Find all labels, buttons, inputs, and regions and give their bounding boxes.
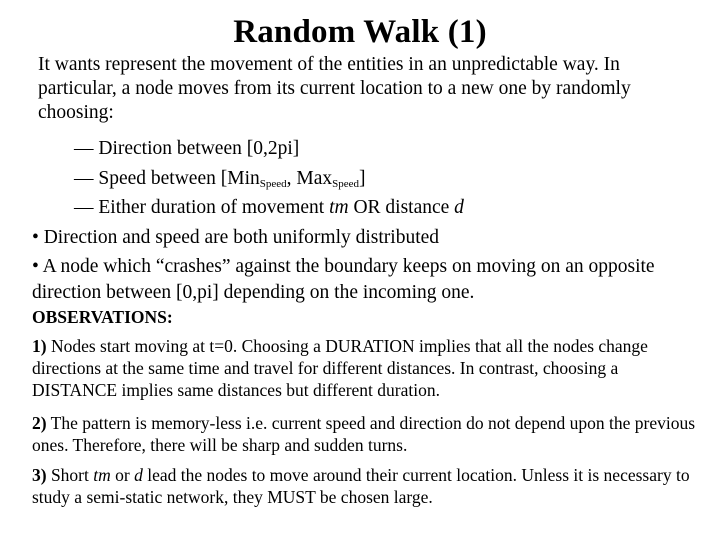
observation-d: d [134, 465, 143, 485]
observation-3 [32, 464, 697, 508]
observation-number: 1) [32, 336, 47, 356]
duration-d: d [454, 197, 464, 218]
observation-text-c: lead the nodes to move around their current location. Unless it is necessary to study a semi-static network, they MUST be chosen large. [32, 465, 690, 507]
observation-tm: tm [93, 465, 111, 485]
observations-heading: OBSERVATIONS: [32, 307, 173, 327]
observation-text-a: Short [46, 465, 94, 485]
speed-subscript-max: Speed [332, 178, 360, 190]
choice-direction: — Direction between [0,2pi] [74, 138, 300, 159]
observation-2 [32, 412, 697, 456]
intro-paragraph: It wants represent the movement of the entities in an unpredictable way. In particular, a node moves from its current location to a new one by randomly choosing: [38, 54, 631, 123]
speed-subscript-min: Speed [259, 178, 287, 190]
choice-speed [74, 167, 366, 191]
speed-mid: , Max [286, 168, 333, 189]
speed-suffix: ] [359, 168, 366, 189]
choice-duration [74, 196, 464, 220]
duration-tm: tm [329, 197, 349, 218]
duration-mid: OR distance [348, 197, 455, 218]
bullet-boundary: • A node which “crashes” against the boundary keeps on moving on an opposite direction between [0,pi] depending on the incoming one. [32, 256, 655, 303]
bullet-uniform: • Direction and speed are both uniformly distributed [32, 227, 440, 248]
speed-prefix: — Speed between [Min [74, 168, 260, 189]
observation-text: Nodes start moving at t=0. Choosing a DURATION implies that all the nodes change directions at the same time and travel for different distances. In contrast, choosing a DISTANCE implies same distances but different duration. [32, 336, 648, 400]
duration-prefix: — Either duration of movement [74, 197, 330, 218]
observation-1 [32, 335, 697, 401]
observation-number: 2) [32, 413, 47, 433]
observation-text-b: or [110, 465, 135, 485]
slide-title: Random Walk (1) [233, 14, 487, 50]
observation-text: The pattern is memory-less i.e. current speed and direction do not depend upon the previous ones. Therefore, there will be sharp and sudden turns. [32, 413, 696, 455]
observation-number: 3) [32, 465, 47, 485]
